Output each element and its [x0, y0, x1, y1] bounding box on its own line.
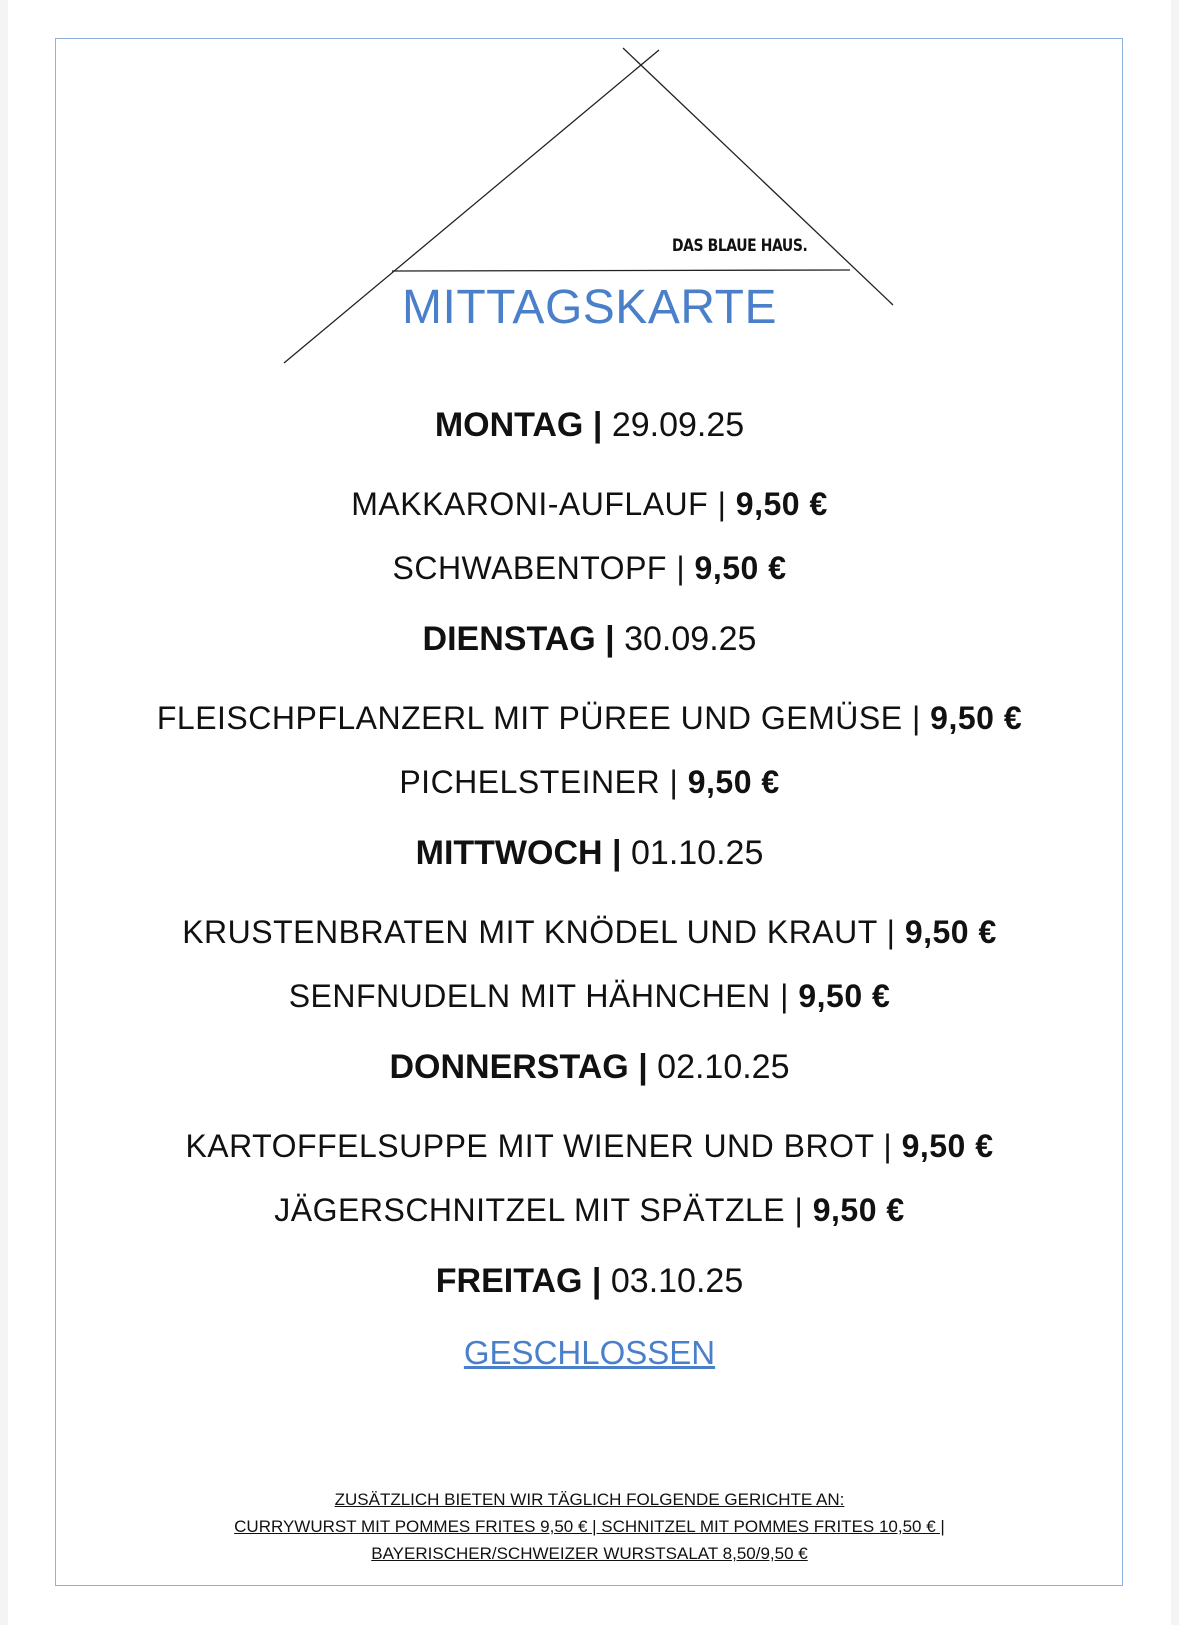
day-name: DONNERSTAG	[389, 1048, 629, 1086]
closed-notice: GESCHLOSSEN	[463, 1334, 716, 1371]
dish-name: JÄGERSCHNITZEL MIT SPÄTZLE	[274, 1192, 786, 1228]
separator: |	[612, 834, 622, 872]
dish-name: SCHWABENTOPF	[392, 550, 667, 586]
day-date: 01.10.25	[631, 834, 764, 872]
day-name: FREITAG	[435, 1262, 583, 1300]
page-title: MITTAGSKARTE	[402, 281, 777, 334]
separator: |	[780, 978, 789, 1014]
dish-item	[0, 1178, 1179, 1242]
roof-right-line	[623, 48, 893, 305]
weekly-menu	[0, 400, 1179, 1378]
footer-line-3: BAYERISCHER/SCHWEIZER WURSTSALAT 8,50/9,50 €	[371, 1544, 808, 1563]
dish-name: PICHELSTEINER	[399, 764, 661, 800]
day-date: 02.10.25	[657, 1048, 790, 1086]
dish-price: 9,50 €	[930, 700, 1023, 736]
dish-item	[0, 686, 1179, 750]
dish-item	[0, 1114, 1179, 1178]
dish-price: 9,50 €	[735, 486, 828, 522]
separator: |	[638, 1048, 648, 1086]
dish-price: 9,50 €	[694, 550, 787, 586]
dish-price: 9,50 €	[812, 1192, 905, 1228]
footer-line-1: ZUSÄTZLICH BIETEN WIR TÄGLICH FOLGENDE GERICHTE AN:	[334, 1490, 845, 1509]
separator: |	[591, 1262, 602, 1300]
separator: |	[886, 914, 896, 950]
day-date: 03.10.25	[610, 1262, 744, 1300]
dish-price: 9,50 €	[904, 914, 997, 950]
day-heading-monday	[0, 400, 1179, 450]
dish-item	[0, 472, 1179, 536]
dish-price: 9,50 €	[901, 1128, 994, 1164]
separator: |	[669, 764, 679, 800]
day-heading-thursday	[0, 1042, 1179, 1092]
dish-name: MAKKARONI-AUFLAUF	[351, 486, 709, 522]
separator: |	[676, 550, 686, 586]
dish-item	[0, 900, 1179, 964]
dish-name: SENFNUDELN MIT HÄHNCHEN	[288, 978, 771, 1014]
footer-line-2: CURRYWURST MIT POMMES FRITES 9,50 € | SCHNITZEL MIT POMMES FRITES 10,50 € |	[234, 1517, 945, 1536]
dish-price: 9,50 €	[687, 764, 780, 800]
separator: |	[883, 1128, 893, 1164]
dish-item	[0, 964, 1179, 1028]
dish-item	[0, 536, 1179, 600]
separator: |	[592, 406, 603, 444]
dish-name: KARTOFFELSUPPE MIT WIENER UND BROT	[185, 1128, 874, 1164]
dish-name: FLEISCHPFLANZERL MIT PÜREE UND GEMÜSE	[156, 700, 903, 736]
day-heading-wednesday	[0, 828, 1179, 878]
day-date: 30.09.25	[624, 620, 757, 658]
dish-name: KRUSTENBRATEN MIT KNÖDEL UND KRAUT	[182, 914, 878, 950]
day-heading-friday	[0, 1256, 1179, 1306]
separator: |	[717, 486, 727, 522]
day-name: MONTAG	[434, 406, 584, 444]
separator: |	[911, 700, 921, 736]
day-name: DIENSTAG	[422, 620, 596, 658]
footer-note	[0, 1486, 1179, 1567]
brand-name: DAS BLAUE HAUS.	[672, 236, 808, 256]
dish-price: 9,50 €	[798, 978, 891, 1014]
dish-item	[0, 750, 1179, 814]
separator: |	[794, 1192, 804, 1228]
roof-base-line	[392, 270, 850, 271]
day-name: MITTWOCH	[415, 834, 603, 872]
day-date: 29.09.25	[611, 406, 745, 444]
separator: |	[605, 620, 615, 658]
day-heading-tuesday	[0, 614, 1179, 664]
